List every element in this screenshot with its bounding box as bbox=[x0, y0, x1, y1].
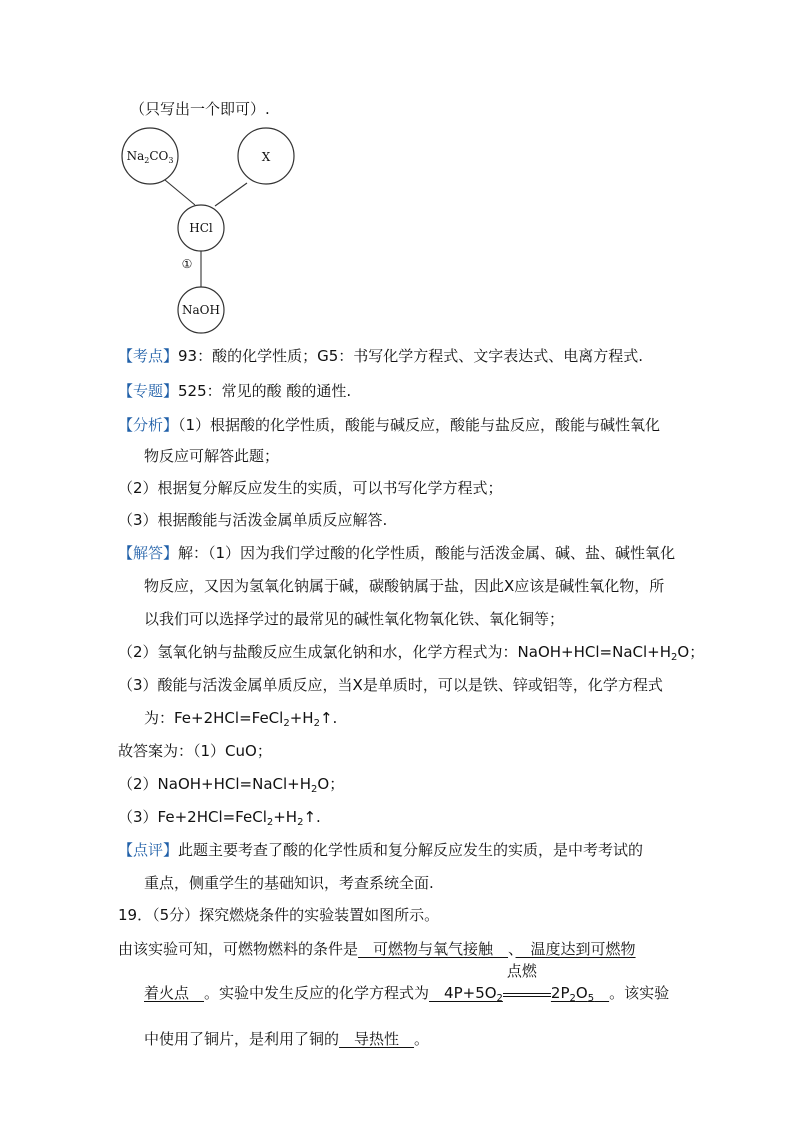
dianping-line-1: 【点评】此题主要考查了酸的化学性质和复分解反应发生的实质，是中考考试的 bbox=[118, 841, 644, 859]
q19-answer-2b: 着火点 bbox=[144, 984, 205, 1002]
kaodian-tag: 【考点】 bbox=[118, 347, 179, 365]
node-x-label: X bbox=[261, 150, 271, 164]
fenxi-line-1: 【分析】（1）根据酸的化学性质，酸能与碱反应，酸能与盐反应，酸能与碱性氧化 bbox=[118, 416, 661, 434]
jieda-line-1: 【解答】解：（1）因为我们学过酸的化学性质，酸能与活泼金属、碱、盐、碱性氧化 bbox=[118, 544, 676, 562]
zhuanti-text: 525：常见的酸 酸的通性. bbox=[178, 382, 352, 400]
q19-eq-arrow bbox=[503, 962, 551, 1004]
q19-answer-2a: 温度达到可燃物 bbox=[515, 940, 636, 958]
kaodian-text: 93：酸的化学性质；G5：书写化学方程式、文字表达式、电离方程式. bbox=[178, 347, 644, 365]
jieda-line-2: 物反应，又因为氢氧化钠属于碱，碳酸钠属于盐，因此X应该是碱性氧化物，所 bbox=[144, 577, 665, 595]
zhuanti-line bbox=[118, 380, 351, 402]
jieda-line-4: （2）氢氧化钠与盐酸反应生成氯化钠和水，化学方程式为：$NaOH+HCl=NaCl+H_2O$； bbox=[118, 643, 705, 663]
q19-answer-3: 导热性 bbox=[339, 1030, 415, 1048]
edge-na2co3-hcl bbox=[165, 180, 195, 205]
kaodian-line bbox=[118, 345, 643, 367]
jieda-line-6: 为：$Fe+2HCl=FeCl_2+H_2↑$. bbox=[144, 709, 338, 729]
jieda-line-5: （3）酸能与活泼金属单质反应，当X是单质时，可以是铁、锌或铝等，化学方程式 bbox=[118, 676, 663, 694]
edge-label-1: ① bbox=[181, 257, 193, 271]
q19-eq-left: $4P+5O_2$ bbox=[429, 984, 503, 1004]
dianping-line-2: 重点，侧重学生的基础知识，考查系统全面. bbox=[144, 874, 434, 892]
fenxi-line-4: （3）根据酸能与活泼金属单质反应解答. bbox=[118, 511, 388, 529]
fenxi-line-3: （2）根据复分解反应发生的实质，可以书写化学方程式； bbox=[118, 479, 503, 497]
q19-line-1: 由该实验可知，可燃物燃料的条件是 可燃物与氧气接触 、 温度达到可燃物 bbox=[118, 940, 636, 958]
node-hcl-label: HCl bbox=[189, 221, 213, 235]
fenxi-line-2: 物反应可解答此题； bbox=[144, 447, 280, 465]
edge-x-hcl bbox=[215, 183, 247, 206]
intro-text: （只写出一个即可）. bbox=[130, 100, 270, 118]
node-naoh-label: NaOH bbox=[182, 303, 220, 317]
answer-line-2: $(2)NaOH+HCl=NaCl+H_2O$； bbox=[118, 775, 345, 795]
answer-line-1: 故答案为：（1）CuO； bbox=[118, 742, 272, 760]
q19-eq-condition: 点燃 bbox=[506, 962, 537, 980]
q19-eq-right: $2P_2O_5$ bbox=[550, 984, 595, 1004]
jieda-line-3: 以我们可以选择学过的最常见的碱性氧化物氧化铁、氧化铜等； bbox=[144, 610, 565, 628]
reaction-diagram bbox=[0, 0, 800, 360]
q19-answer-1: 可燃物与氧气接触 bbox=[358, 940, 509, 958]
zhuanti-tag: 【专题】 bbox=[118, 382, 179, 400]
dianping-tag: 【点评】 bbox=[118, 841, 179, 859]
fenxi-tag: 【分析】 bbox=[118, 416, 179, 434]
jieda-tag: 【解答】 bbox=[118, 544, 179, 562]
q19-header: 19．（5分）探究燃烧条件的实验装置如图所示。 bbox=[118, 906, 440, 924]
answer-line-3: $(3)Fe+2HCl=FeCl_2+H_2↑$. bbox=[118, 808, 321, 828]
q19-line-3: 中使用了铜片，是利用了铜的 导热性 。 bbox=[144, 1030, 430, 1048]
node-na2co3-label: $Na_2CO_3$ bbox=[126, 149, 174, 165]
q19-line-2: 着火点 。实验中发生反应的化学方程式为 $4P+5O_2$ 点燃 $2P_2O_5$ 。该实验 bbox=[144, 962, 670, 1004]
